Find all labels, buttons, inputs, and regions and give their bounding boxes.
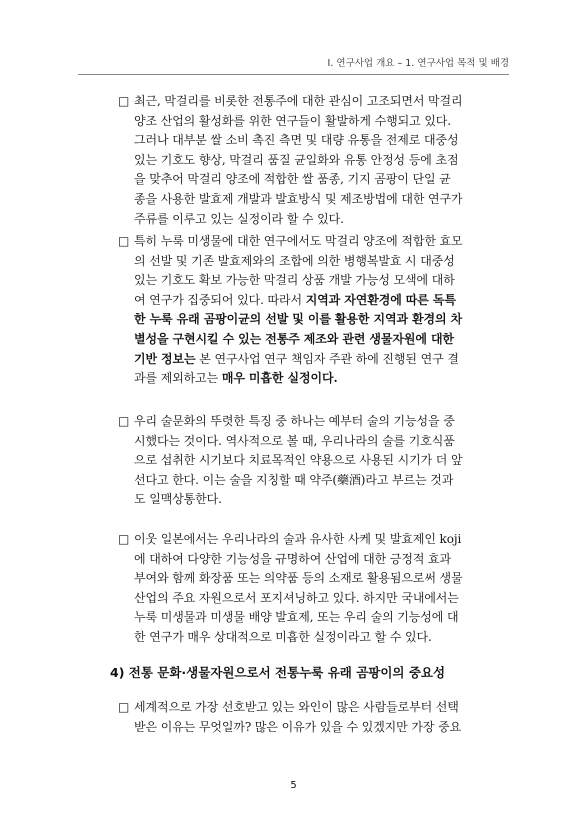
paragraph-2: □ 특히 누룩 미생물에 대한 연구에서도 막걸리 양조에 적합한 효모 의 선발 및 기존 발효제와의 조합에 의한 병행복발효 시 대중성 있는 기호도 확보 가능한 막걸리 상품 개발 가능성 모색에 대하 여 연구가 집중되어 있다. 따라서 지역과 자연환경에 따른 독특 한 누룩 유래 곰팡이균의 선발 및 이를 활용한 지역과 환경의 차 별성을 구현시킬 수 있는 전통주 제조와 관련 생물자원에 대한 기반 정보는 본 연구사업 연구 책임자 주관 하에 진행된 연구 결 과를 제외하고는 매우 미흡한 실정이다. <box>118 234 463 386</box>
paragraph-3: □ 우리 술문화의 뚜렷한 특징 중 하나는 예부터 술의 기능성을 중 시했다는 것이다. 역사적으로 볼 때, 우리나라의 술를 기호식품 으로 섭취한 시기보다 치료목적인 약용으로 사용된 시기가 더 앞 선다고 한다. 이는 술을 지칭할 때 약주(藥酒)라고 부르는 것과 도 일맥상통한다. <box>118 414 463 507</box>
running-header: I. 연구사업 개요 – 1. 연구사업 목적 및 배경 <box>327 58 509 69</box>
section-heading: 4) 전통 문화·생물자원으로서 전통누룩 유래 곰팡이의 중요성 <box>110 665 446 680</box>
checkbox-bullet-icon: □ <box>118 414 130 428</box>
checkbox-bullet-icon: □ <box>118 94 130 108</box>
checkbox-bullet-icon: □ <box>118 700 130 714</box>
header-rule <box>78 74 509 75</box>
paragraph-1: □ 최근, 막걸리를 비롯한 전통주에 대한 관심이 고조되면서 막걸리 양조 산업의 활성화를 위한 연구들이 활발하게 수행되고 있다. 그러나 대부분 쌀 소비 촉진 측면 및 대량 유통을 전제로 대중성 있는 기호도 향상, 막걸리 품질 균일화와 유통 안정성 등에 초점 을 맞추어 막걸리 양조에 적합한 쌀 품종, 기지 곰팡이 단일 균 종을 사용한 발효제 개발과 발효방식 및 제조방법에 대한 연구가 주류를 이루고 있는 실정이라 할 수 있다. <box>118 94 463 226</box>
paragraph-4: □ 이웃 일본에서는 우리나라의 술과 유사한 사케 및 발효제인 koji 에 대하여 다양한 기능성을 규명하여 산업에 대한 긍정적 효과 부여와 함께 화장품 또는 의약품 등의 소재로 활용됨으로써 생물 산업의 주요 자원으로서 포지셔닝하고 있다. 하지만 국내에서는 누룩 미생물과 미생물 배양 발효제, 또는 우리 술의 기능성에 대 한 연구가 매우 상대적으로 미흡한 실정이라고 할 수 있다. <box>118 532 463 644</box>
page-number: 5 <box>290 780 297 791</box>
checkbox-bullet-icon: □ <box>118 532 130 546</box>
checkbox-bullet-icon: □ <box>118 234 130 248</box>
paragraph-5: □ 세계적으로 가장 선호받고 있는 와인이 많은 사람들로부터 선택 받은 이유는 무엇일까? 많은 이유가 있을 수 있겠지만 가장 중요 <box>118 700 462 734</box>
